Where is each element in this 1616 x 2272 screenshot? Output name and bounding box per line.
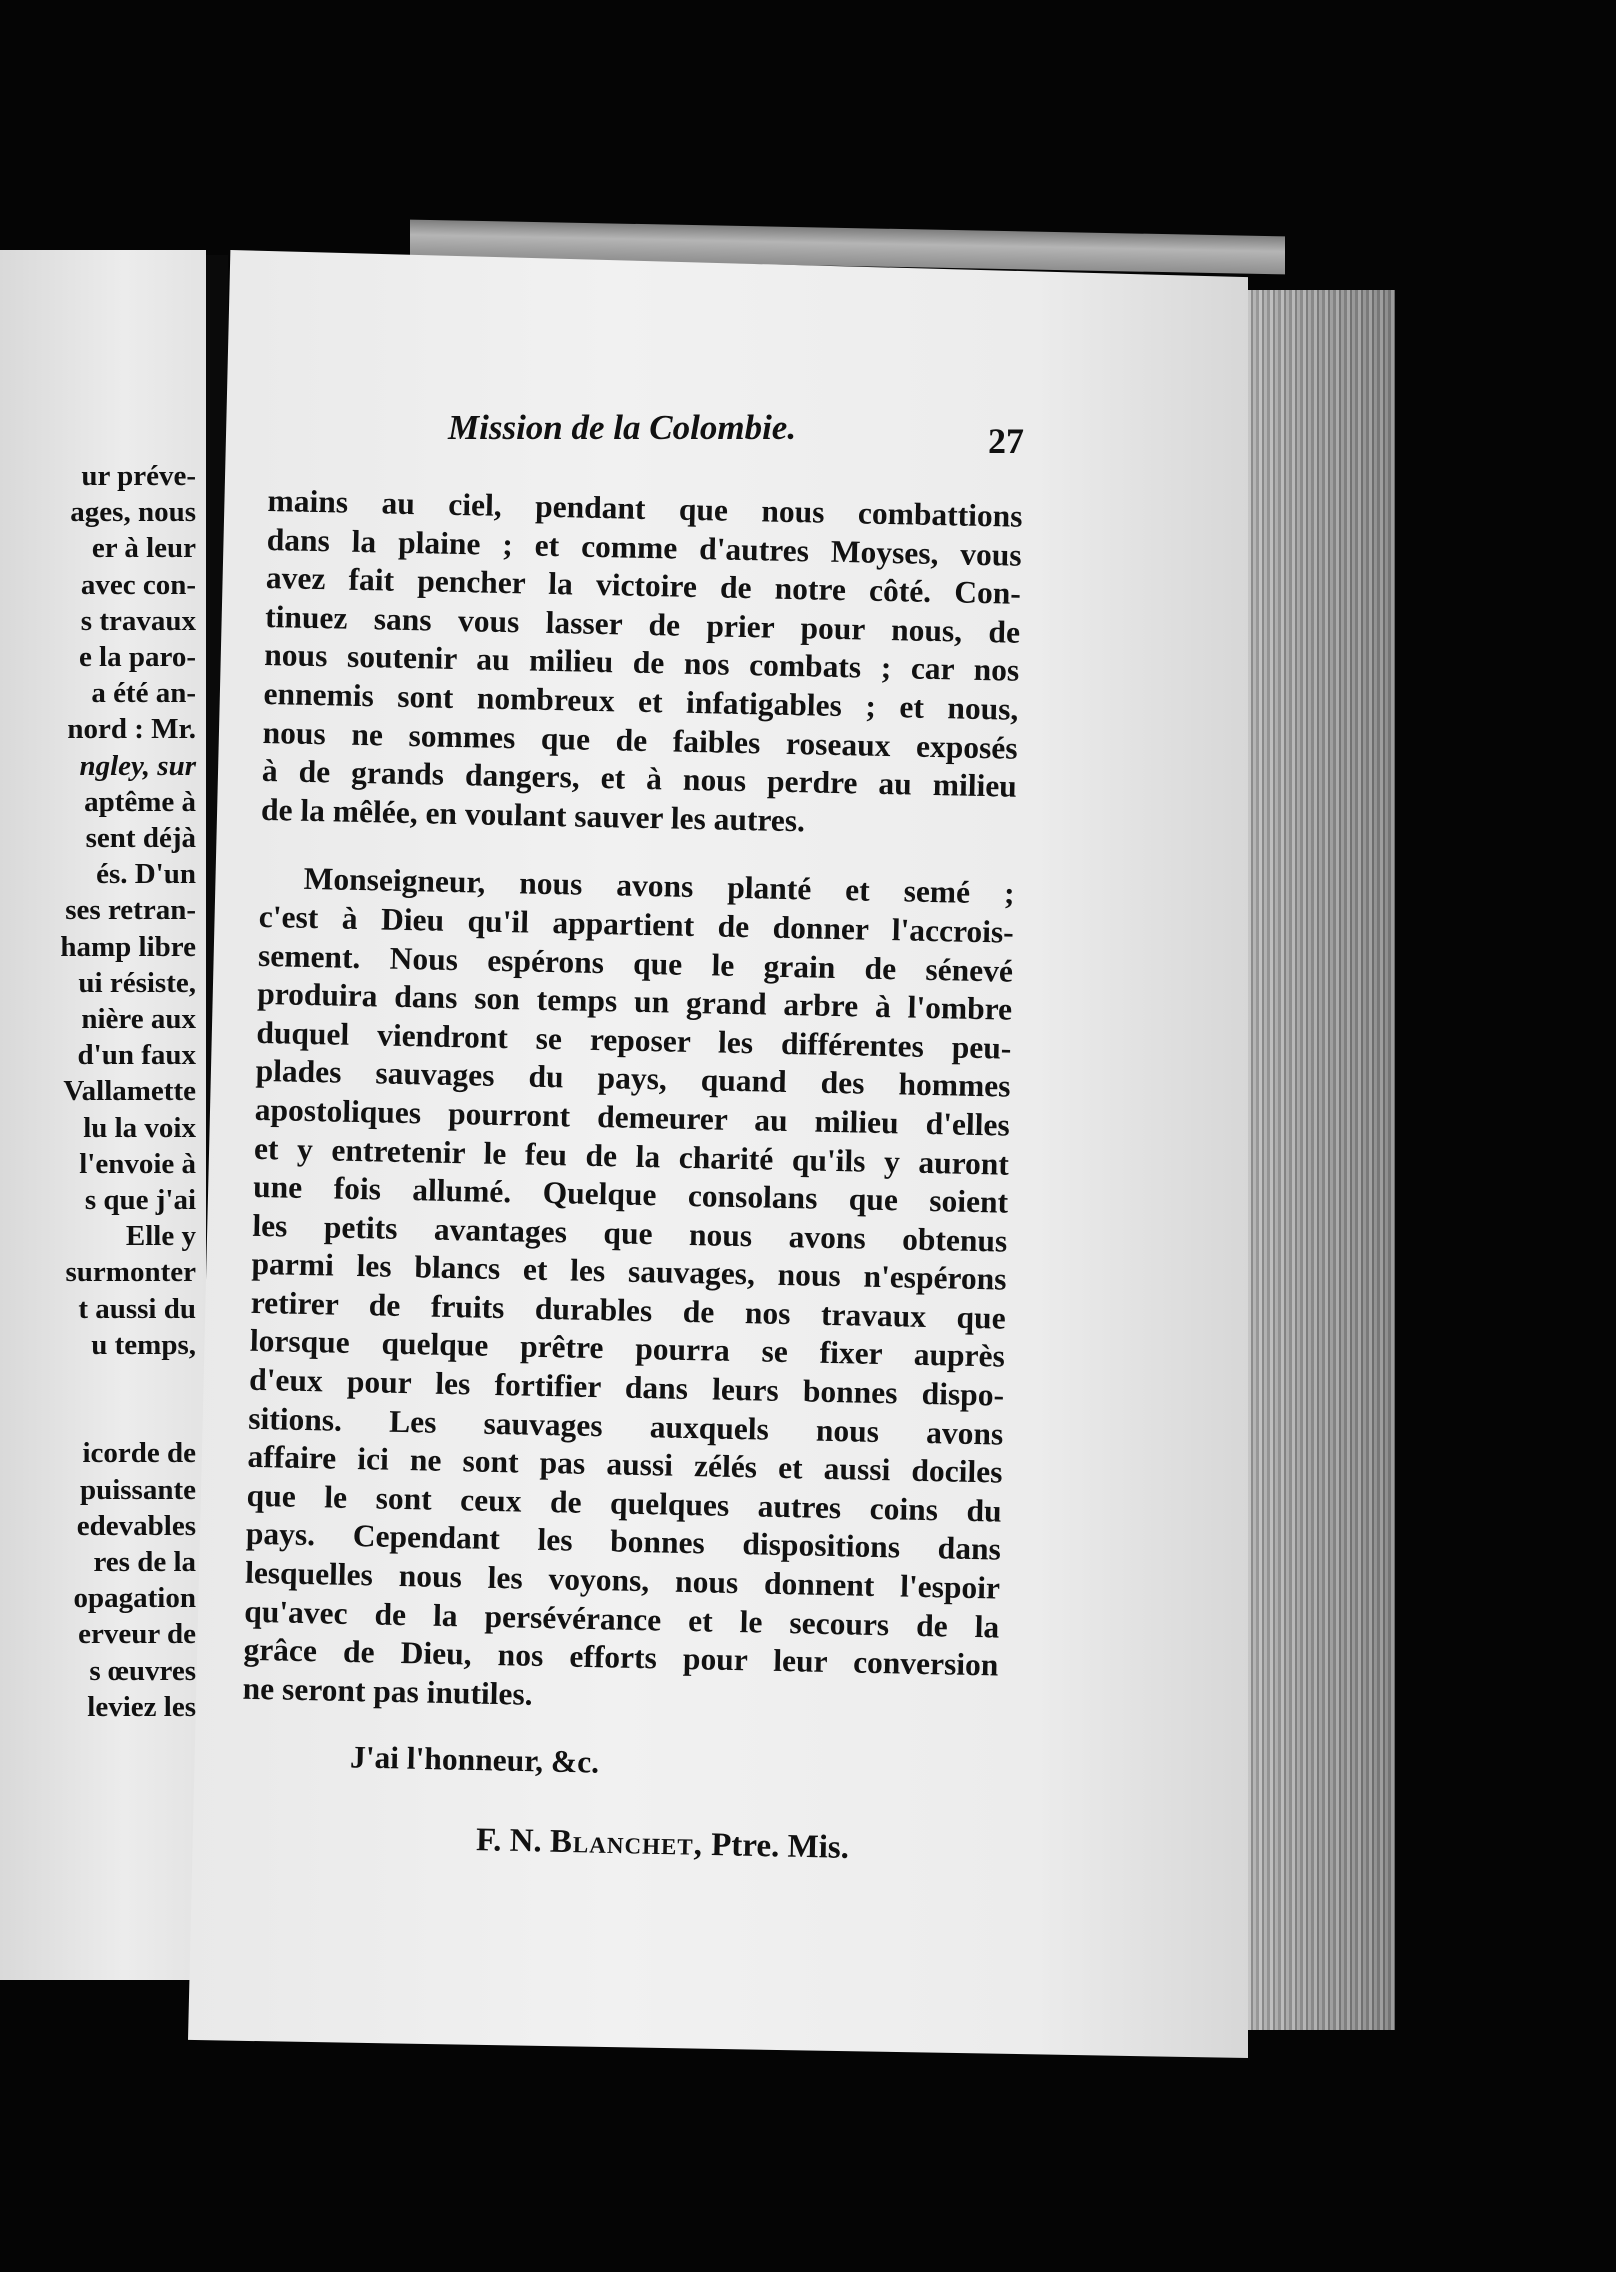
text-line: apostoliques pourront demeurer au milieu d'elles [254, 1091, 1011, 1143]
signature-title: Ptre. Mis. [710, 1827, 850, 1866]
left-page-line: leviez les [87, 1690, 196, 1723]
text-line: pays. Cependant les bonnes dispositions dans [245, 1516, 1002, 1568]
text-line: mains au ciel, pendant que nous combattions [267, 482, 1023, 534]
left-page-line: t aussi du [78, 1292, 196, 1325]
left-page-line: s travaux [80, 604, 196, 637]
paragraph-1 [261, 482, 1023, 845]
left-page-line: lu la voix [83, 1111, 196, 1144]
left-page-line: puissante [79, 1473, 196, 1506]
left-page-line: Vallamette [63, 1075, 196, 1108]
text-line: produira dans son temps un grand arbre à l'ombre [256, 976, 1013, 1027]
left-page-line: ses retran- [65, 894, 196, 927]
signature-name: Blanchet, [549, 1823, 704, 1863]
text-line: lesquelles nous les voyons, nous donnent l'espoir [244, 1554, 1001, 1606]
left-page-line: hamp libre [60, 930, 196, 963]
text-line: avez fait pencher la victoire de notre côté. Con- [265, 560, 1022, 611]
text-line: que le sont ceux de quelques autres coins du [246, 1477, 1002, 1529]
left-page-line: e la paro- [78, 641, 196, 673]
left-page-line: icorde de [82, 1437, 196, 1470]
text-line: d'eux pour les fortifier dans leurs bonnes dispo- [248, 1361, 1005, 1413]
text-line: sitions. Les sauvages auxquels nous avons [248, 1400, 1004, 1452]
text-line: et y entretenir le feu de la charité qu'ils y auront [253, 1130, 1010, 1182]
left-page-line: ages, nous [70, 496, 196, 529]
left-page-line: avec con- [80, 568, 196, 601]
text-line: Monseigneur, nous avons planté et semé ; [303, 861, 1015, 912]
left-page-line: nord : Mr. [67, 713, 196, 746]
left-page-line: nière aux [81, 1003, 196, 1035]
text-line: de la mêlée, en voulant sauver les autres. [260, 791, 806, 839]
paragraph-2 [242, 859, 1015, 1724]
text-line: à de grands dangers, et à nous perdre au milieu [261, 753, 1018, 804]
page-number: 27 [988, 421, 1024, 461]
text-line: dans la plaine ; et comme d'autres Moyses, vous [266, 521, 1023, 573]
left-page-line: s que j'ai [84, 1184, 196, 1216]
left-page-line: ngley, sur [79, 749, 196, 782]
text-line: grâce de Dieu, nos efforts pour leur conversion [243, 1631, 999, 1683]
left-page-line: er à leur [91, 532, 196, 565]
text-line: ne seront pas inutiles. [242, 1670, 534, 1712]
text-line: lorsque quelque prêtre pourra se fixer auprès [249, 1323, 1006, 1375]
left-page-line: Elle y [125, 1220, 196, 1253]
left-page-line: aptême à [84, 785, 196, 818]
text-line: nous soutenir au milieu de nos combats ; car nos [264, 637, 1020, 689]
text-line: les petits avantages que nous avons obtenus [252, 1207, 1008, 1259]
left-page-line: a été an- [91, 677, 196, 710]
running-title: Mission de la Colombie. [448, 408, 797, 447]
text-line: plades sauvages du pays, quand des hommes [255, 1053, 1011, 1104]
signature [476, 1822, 850, 1867]
left-page-line: l'envoie à [79, 1147, 196, 1180]
left-page-line: surmonter [65, 1256, 196, 1289]
body-text [242, 482, 1023, 1724]
left-page-line: opagation [73, 1582, 196, 1615]
text-line: c'est à Dieu qu'il appartient de donner l'accrois- [258, 898, 1015, 950]
left-page-line: és. D'un [96, 858, 196, 891]
left-page-line: sent déjà [85, 822, 196, 854]
left-page-line: res de la [93, 1546, 196, 1578]
text-line: une fois allumé. Quelque consolans que soient [252, 1168, 1009, 1220]
left-page-line: d'un faux [77, 1039, 196, 1072]
signature-initials: F. N. [475, 1822, 543, 1860]
text-line: duquel viendront se reposer les différentes peu- [256, 1014, 1012, 1066]
left-page-line: ui résiste, [78, 966, 196, 999]
text-line: affaire ici ne sont pas aussi zélés et aussi dociles [247, 1439, 1003, 1490]
left-page [0, 250, 206, 1980]
text-line: parmi les blancs et les sauvages, nous n'espérons [251, 1246, 1007, 1297]
left-page-line: s œuvres [89, 1654, 196, 1687]
left-page-line: erveur de [78, 1618, 196, 1651]
text-line: sement. Nous espérons que le grain de sénevé [257, 937, 1014, 989]
text-line: tinuez sans vous lasser de prier pour nous, de [264, 598, 1021, 650]
text-line: qu'avec de la persévérance et le secours de la [243, 1593, 1000, 1645]
left-page-line: u temps, [91, 1328, 196, 1361]
text-line: ennemis sont nombreux et infatigables ; et nous, [263, 675, 1019, 727]
left-page-line: edevables [76, 1509, 196, 1542]
left-page-line: ur préve- [81, 460, 196, 492]
text-line: nous ne sommes que de faibles roseaux exposés [262, 714, 1018, 766]
text-line: retirer de fruits durables de nos travaux que [250, 1284, 1007, 1336]
closing-salutation: J'ai l'honneur, &c. [349, 1739, 600, 1780]
